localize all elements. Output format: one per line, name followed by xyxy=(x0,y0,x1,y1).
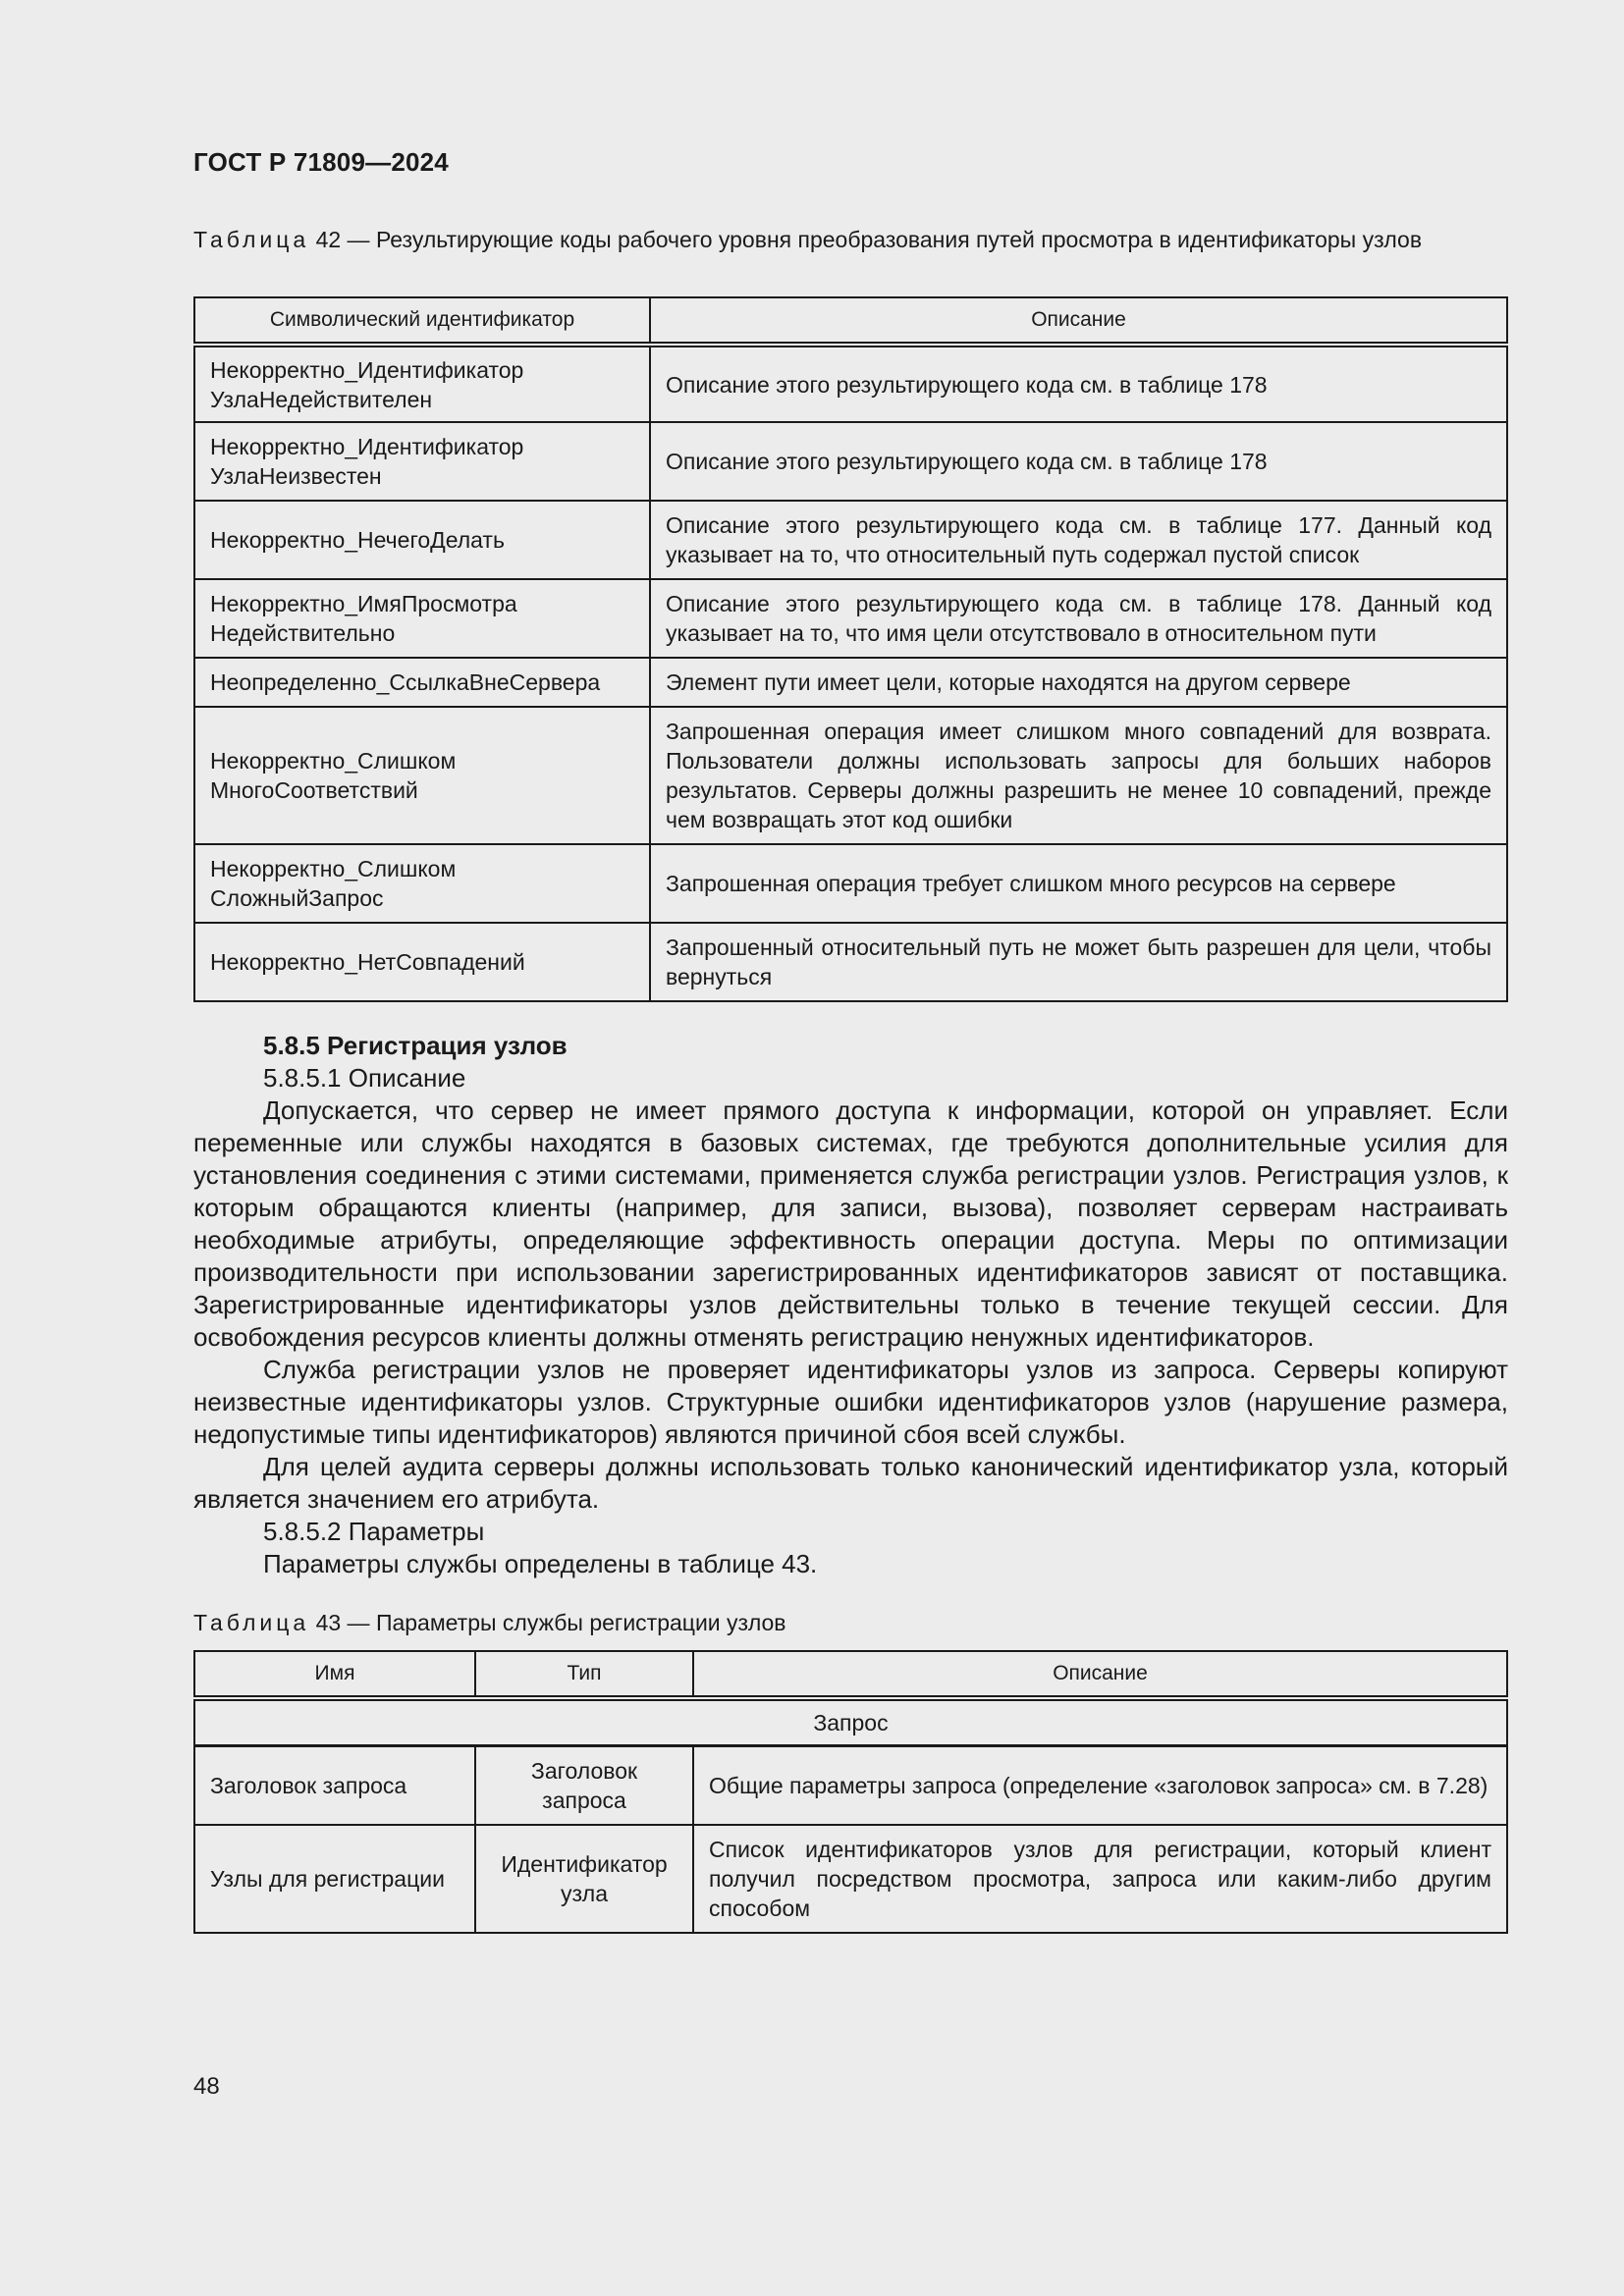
table-row xyxy=(194,501,1507,579)
symbolic-id-cell: Некорректно_Слишком МногоСоответствий xyxy=(194,707,650,844)
symbolic-id-cell: Некорректно_Слишком СложныйЗапрос xyxy=(194,844,650,923)
paragraph: Допускается, что сервер не имеет прямого доступа к информации, которой он управляет. Если переменные или службы находятся в базовых системах, где требуются дополнительные усилия для установления соединения с этими системами, применяется служба регистрации узлов. Регистрация узлов, к которым обращаются клиенты (например, для записи, вызова), позволяет серверам настраивать необходимые атрибуты, определяющие эффективность операции доступа. Меры по оптимизации производительности при использовании зарегистрированных идентификаторов зависят от поставщика. Зарегистрированные идентификаторы узлов действительны только в течение текущей сессии. Для освобождения ресурсов клиенты должны отменять регистрацию ненужных идентификаторов. xyxy=(193,1095,1508,1352)
description-cell: Общие параметры запроса (определение «заголовок запроса» см. в 7.28) xyxy=(693,1746,1507,1825)
paragraph: Служба регистрации узлов не проверяет идентификаторы узлов из запроса. Серверы копируют неизвестные идентификаторы узлов. Структурные ошибки идентификаторов узлов (нарушение размера, недопустимые типы идентификаторов) являются причиной сбоя всей службы. xyxy=(193,1355,1508,1449)
column-header: Описание xyxy=(693,1651,1507,1698)
column-header: Символический идентификатор xyxy=(194,297,650,345)
table-row xyxy=(194,844,1507,923)
symbolic-id-cell: Некорректно_ИмяПросмотра Недействительно xyxy=(194,579,650,658)
description-cell: Список идентификаторов узлов для регистрации, который клиент получил посредством просмотра, запроса или каким-либо другим способом xyxy=(693,1825,1507,1933)
section-label-cell: Запрос xyxy=(194,1698,1507,1746)
table-row xyxy=(194,923,1507,1001)
table-section-row xyxy=(194,1698,1507,1746)
param-name-cell: Заголовок запроса xyxy=(194,1746,475,1825)
table-43-caption xyxy=(193,1609,1508,1636)
column-header: Имя xyxy=(194,1651,475,1698)
table-header-row xyxy=(194,1651,1507,1698)
table-header-row xyxy=(194,297,1507,345)
description-cell: Описание этого результирующего кода см. в таблице 177. Данный код указывает на то, что относительный путь содержал пустой список xyxy=(650,501,1507,579)
table-row xyxy=(194,422,1507,501)
description-cell: Описание этого результирующего кода см. в таблице 178. Данный код указывает на то, что имя цели отсутствовало в относительном пути xyxy=(650,579,1507,658)
section-5-8-5 xyxy=(193,1030,1508,1580)
param-type-cell: Заголовок запроса xyxy=(475,1746,693,1825)
table-42-caption xyxy=(193,226,1508,253)
param-type-cell: Идентификатор узла xyxy=(475,1825,693,1933)
symbolic-id-cell: Некорректно_НечегоДелать xyxy=(194,501,650,579)
param-name-cell: Узлы для регистрации xyxy=(194,1825,475,1933)
table-caption-prefix: Таблица xyxy=(193,1610,310,1635)
section-heading: 5.8.5 Регистрация узлов xyxy=(263,1031,568,1060)
table-caption-text: 43 — Параметры службы регистрации узлов xyxy=(309,1610,786,1635)
table-42 xyxy=(193,296,1508,1002)
subsection-heading: 5.8.5.1 Описание xyxy=(263,1063,466,1093)
page-number: 48 xyxy=(193,2073,220,2100)
description-cell: Элемент пути имеет цели, которые находятся на другом сервере xyxy=(650,658,1507,707)
column-header: Тип xyxy=(475,1651,693,1698)
description-cell: Запрошенный относительный путь не может быть разрешен для цели, чтобы вернуться xyxy=(650,923,1507,1001)
table-row xyxy=(194,1825,1507,1933)
table-row xyxy=(194,1746,1507,1825)
description-cell: Запрошенная операция имеет слишком много совпадений для возврата. Пользователи должны использовать запросы для больших наборов результатов. Серверы должны разрешить не менее 10 совпадений, прежде чем возвращать этот код ошибки xyxy=(650,707,1507,844)
table-row xyxy=(194,579,1507,658)
table-row xyxy=(194,345,1507,422)
symbolic-id-cell: Некорректно_Идентификатор УзлаНедействителен xyxy=(194,345,650,422)
subsection-heading: 5.8.5.2 Параметры xyxy=(263,1517,485,1546)
table-row xyxy=(194,658,1507,707)
paragraph: Параметры службы определены в таблице 43. xyxy=(263,1549,818,1578)
description-cell: Запрошенная операция требует слишком много ресурсов на сервере xyxy=(650,844,1507,923)
symbolic-id-cell: Неопределенно_СсылкаВнеСервера xyxy=(194,658,650,707)
symbolic-id-cell: Некорректно_Идентификатор УзлаНеизвестен xyxy=(194,422,650,501)
symbolic-id-cell: Некорректно_НетСовпадений xyxy=(194,923,650,1001)
description-cell: Описание этого результирующего кода см. в таблице 178 xyxy=(650,422,1507,501)
document-header: ГОСТ Р 71809—2024 xyxy=(193,147,449,177)
column-header: Описание xyxy=(650,297,1507,345)
table-caption-prefix: Таблица xyxy=(193,227,310,252)
paragraph: Для целей аудита серверы должны использовать только канонический идентификатор узла, который является значением его атрибута. xyxy=(193,1452,1508,1514)
table-caption-text: 42 — Результирующие коды рабочего уровня преобразования путей просмотра в идентификаторы узлов xyxy=(309,227,1423,252)
table-43 xyxy=(193,1650,1508,1934)
description-cell: Описание этого результирующего кода см. в таблице 178 xyxy=(650,345,1507,422)
table-row xyxy=(194,707,1507,844)
